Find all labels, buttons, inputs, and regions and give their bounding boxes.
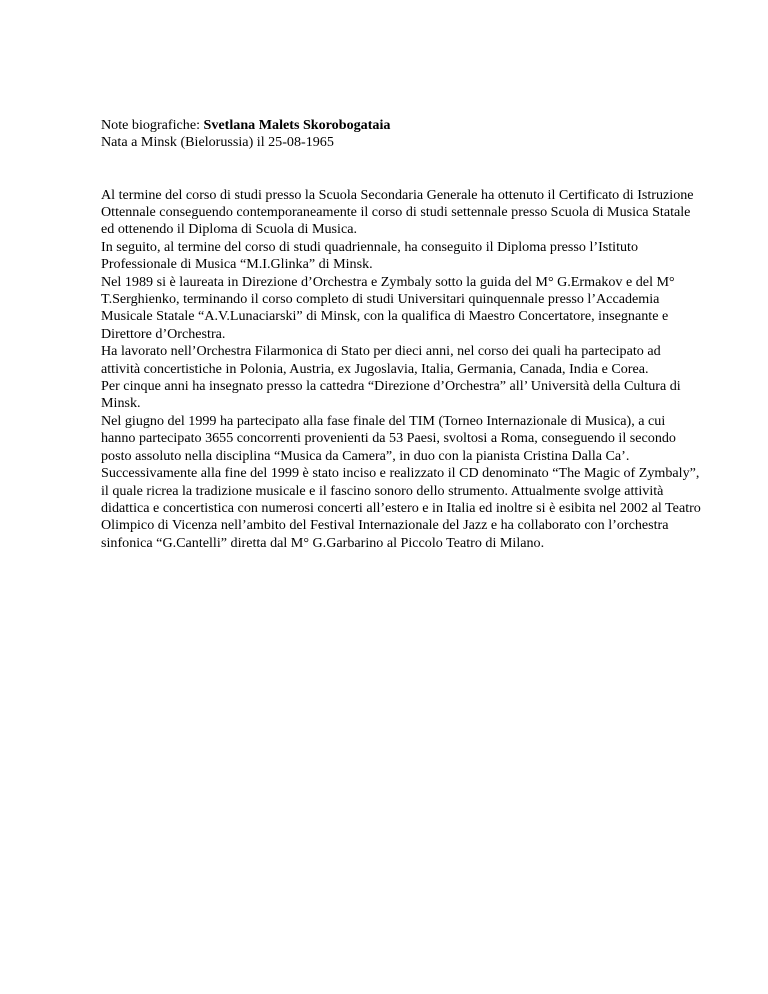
paragraph-competition: Nel giugno del 1999 ha partecipato alla fase finale del TIM (Torneo Internazionale di Musica), a cui hanno partecipato 3655 concorrenti provenienti da 53 Paesi, svoltosi a Roma, conseguendo il secondo posto assoluto nella disciplina “Musica da Camera”, in duo con la pianista Cristina Dalla Ca’. [101, 412, 676, 464]
paragraph-degree: Nel 1989 si è laureata in Direzione d’Orchestra e Zymbaly sotto la guida del M° G.Ermakov e del M° T.Serghienko, terminando il corso completo di studi Universitari quinquennale presso l’Accademia Musicale Statale “A.V.Lunaciarski” di Minsk, con la qualifica di Maestro Concertatore, insegnante e Direttore d’Orchestra. [101, 273, 675, 342]
paragraph-education: Al termine del corso di studi presso la Scuola Secondaria Generale ha ottenuto il Certificato di Istruzione Ottennale conseguendo contemporaneamente il corso di studi settennale presso Scuola di Musica Statale ed ottenendo il Diploma di Scuola di Musica. [101, 186, 694, 238]
blank-space [101, 152, 701, 187]
heading-label: Note biografiche: [101, 117, 204, 133]
paragraph-teaching: Per cinque anni ha insegnato presso la cattedra “Direzione d’Orchestra” all’ Università della Cultura di Minsk. [101, 378, 681, 412]
document-body [101, 117, 701, 552]
paragraph-diploma: In seguito, al termine del corso di studi quadriennale, ha conseguito il Diploma presso l’Istituto Professionale di Musica “M.I.Glinka” di Minsk. [101, 238, 639, 273]
birth-info: Nata a Minsk (Bielorussia) il 25-08-1965 [101, 134, 334, 151]
artist-name: Svetlana Malets Skorobogataia [203, 117, 391, 133]
paragraph-recording: Successivamente alla fine del 1999 è stato inciso e realizzato il CD denominato “The Magic of Zymbaly”, il quale ricrea la tradizione musicale e il fascino sonoro dello strumento. Attualmente svolge attività didattica e concertistica con numerosi concerti all’estero e in Italia ed inoltre si è esibita nel 2002 al Teatro Olimpico di Vicenza nell’ambito del Festival Internazionale del Jazz e ha collaborato con l’orchestra sinfonica “G.Cantelli” diretta dal M° G.Garbarino al Piccolo Teatro di Milano. [101, 465, 701, 551]
biography-heading [101, 117, 701, 134]
paragraph-orchestra: Ha lavorato nell’Orchestra Filarmonica di Stato per dieci anni, nel corso dei quali ha partecipato ad attività concertistiche in Polonia, Austria, ex Jugoslavia, Italia, Germania, Canada, India e Corea. [101, 343, 661, 377]
